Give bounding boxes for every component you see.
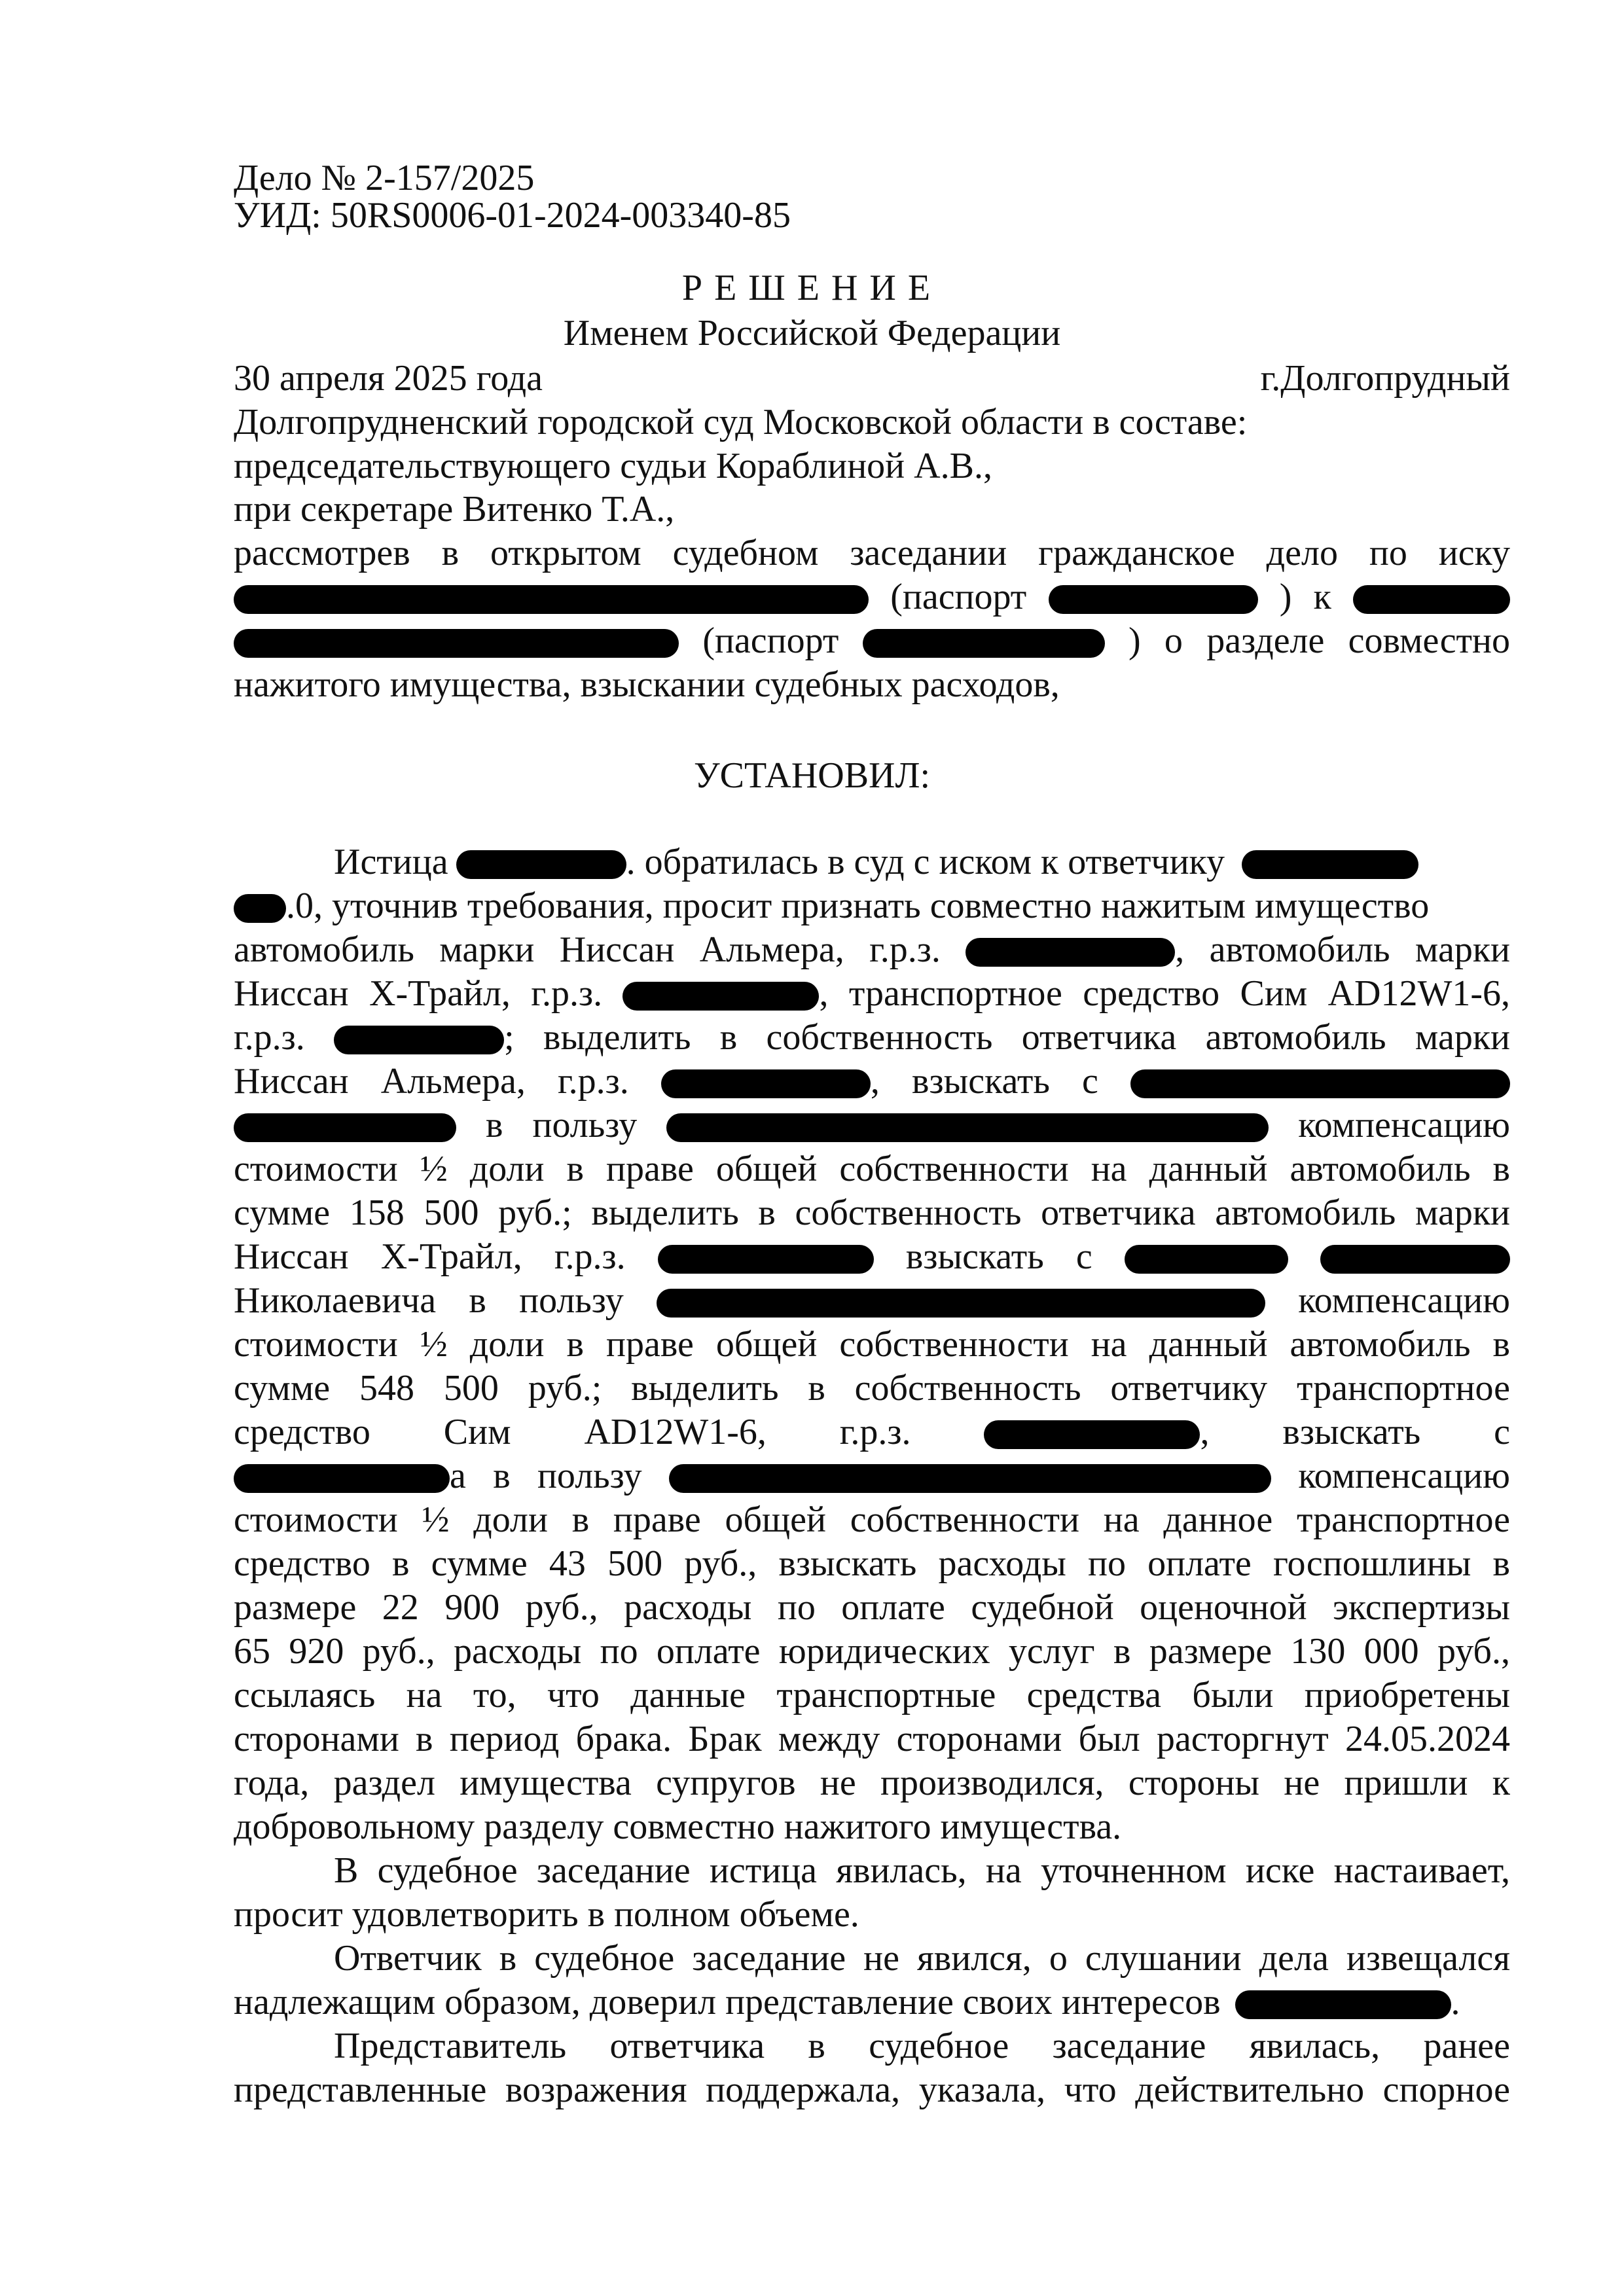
redaction bbox=[984, 1420, 1200, 1449]
body-line: сторонами в период брака. Брак между сторонами был расторгнут 24.05.2024 bbox=[234, 1719, 1510, 1759]
body-line: представленные возражения поддержала, указала, что действительно спорное bbox=[234, 2070, 1510, 2110]
body-line: сумме 158 500 руб.; выделить в собственность ответчика автомобиль марки bbox=[234, 1193, 1510, 1233]
redaction bbox=[661, 1069, 871, 1098]
body-line: .0, уточнив требования, просит признать совместно нажитым имущество bbox=[234, 885, 1510, 927]
intro-line: Долгопрудненский городской суд Московской области в составе: bbox=[234, 402, 1248, 442]
body-line: автомобиль марки Ниссан Альмера, г.р.з. , автомобиль марки bbox=[234, 929, 1510, 970]
decision-subtitle: Именем Российской Федерации bbox=[563, 313, 1061, 353]
redaction bbox=[623, 982, 819, 1011]
body-line: просит удовлетворить в полном объеме. bbox=[234, 1894, 859, 1935]
redaction bbox=[234, 1464, 450, 1493]
redaction bbox=[1130, 1069, 1510, 1098]
decision-date: 30 апреля 2025 года bbox=[234, 358, 543, 399]
intro-line: (паспорт ) к bbox=[234, 576, 1510, 618]
intro-line: при секретаре Витенко Т.А., bbox=[234, 489, 675, 529]
body-line: Ниссан Х-Трайл, г.р.з. , транспортное средство Сим AD12W1-6, bbox=[234, 973, 1510, 1014]
redaction bbox=[657, 1289, 1265, 1318]
body-line: стоимости ½ доли в праве общей собственности на данный автомобиль в bbox=[234, 1149, 1510, 1189]
redaction bbox=[1235, 1990, 1451, 2019]
body-line: Представитель ответчика в судебное заседание явилась, ранее bbox=[334, 2026, 1510, 2066]
body-line: в пользу компенсацию bbox=[234, 1104, 1510, 1146]
body-line: года, раздел имущества супругов не производился, стороны не пришли к bbox=[234, 1763, 1510, 1803]
body-line: а в пользу компенсацию bbox=[234, 1455, 1510, 1497]
body-line: В судебное заседание истица явилась, на уточненном иске настаивает, bbox=[334, 1850, 1510, 1891]
redaction bbox=[1125, 1245, 1288, 1274]
redaction bbox=[658, 1245, 874, 1274]
body-line: Николаевича в пользу компенсацию bbox=[234, 1280, 1510, 1321]
redaction bbox=[669, 1464, 1271, 1493]
intro-line: рассмотрев в открытом судебном заседании гражданское дело по иску bbox=[234, 533, 1510, 573]
body-line: средство Сим AD12W1-6, г.р.з. , взыскать с bbox=[234, 1411, 1510, 1453]
intro-line: нажитого имущества, взыскании судебных расходов, bbox=[234, 664, 1060, 705]
body-line: добровольному разделу совместно нажитого имущества. bbox=[234, 1806, 1122, 1847]
body-line: Ответчик в судебное заседание не явился, о слушании дела извещался bbox=[334, 1938, 1510, 1979]
decision-city: г.Долгопрудный bbox=[1260, 358, 1510, 399]
redaction bbox=[234, 894, 286, 923]
intro-line: (паспорт ) о разделе совместно bbox=[234, 620, 1510, 662]
redaction bbox=[1320, 1245, 1510, 1274]
redaction bbox=[1242, 850, 1418, 879]
body-line: Истица . обратилась в суд с иском к ответчику bbox=[334, 841, 1510, 883]
redaction bbox=[1049, 585, 1258, 614]
body-line: средство в сумме 43 500 руб., взыскать расходы по оплате госпошлины в bbox=[234, 1543, 1510, 1584]
body-line: ссылаясь на то, что данные транспортные средства были приобретены bbox=[234, 1675, 1510, 1715]
decision-title: РЕШЕНИЕ bbox=[681, 268, 943, 308]
section-heading: УСТАНОВИЛ: bbox=[693, 755, 931, 796]
redaction bbox=[456, 850, 626, 879]
date-city-line bbox=[234, 357, 1510, 399]
redaction bbox=[234, 1113, 456, 1142]
body-line: Ниссан Х-Трайл, г.р.з. взыскать с bbox=[234, 1236, 1510, 1278]
body-line: надлежащим образом, доверил представление своих интересов . bbox=[234, 1982, 1460, 2022]
body-line: 65 920 руб., расходы по оплате юридических услуг в размере 130 000 руб., bbox=[234, 1631, 1510, 1672]
body-line: размере 22 900 руб., расходы по оплате судебной оценочной экспертизы bbox=[234, 1587, 1510, 1628]
redaction bbox=[666, 1113, 1269, 1142]
redaction bbox=[334, 1026, 504, 1054]
body-line: стоимости ½ доли в праве общей собственности на данный автомобиль в bbox=[234, 1324, 1510, 1365]
case-uid: УИД: 50RS0006-01-2024-003340-85 bbox=[234, 195, 791, 236]
redaction bbox=[234, 629, 679, 658]
body-line: Ниссан Альмера, г.р.з. , взыскать с bbox=[234, 1060, 1510, 1102]
case-number: Дело № 2-157/2025 bbox=[234, 158, 535, 198]
redaction bbox=[863, 629, 1105, 658]
redaction bbox=[965, 938, 1175, 967]
redaction bbox=[1353, 585, 1510, 614]
intro-line: председательствующего судьи Кораблиной А.В., bbox=[234, 446, 992, 486]
redaction bbox=[234, 585, 869, 614]
body-line: сумме 548 500 руб.; выделить в собственность ответчику транспортное bbox=[234, 1368, 1510, 1408]
body-line: г.р.з. ; выделить в собственность ответчика автомобиль марки bbox=[234, 1017, 1510, 1058]
body-line: стоимости ½ доли в праве общей собственности на данное транспортное bbox=[234, 1499, 1510, 1540]
